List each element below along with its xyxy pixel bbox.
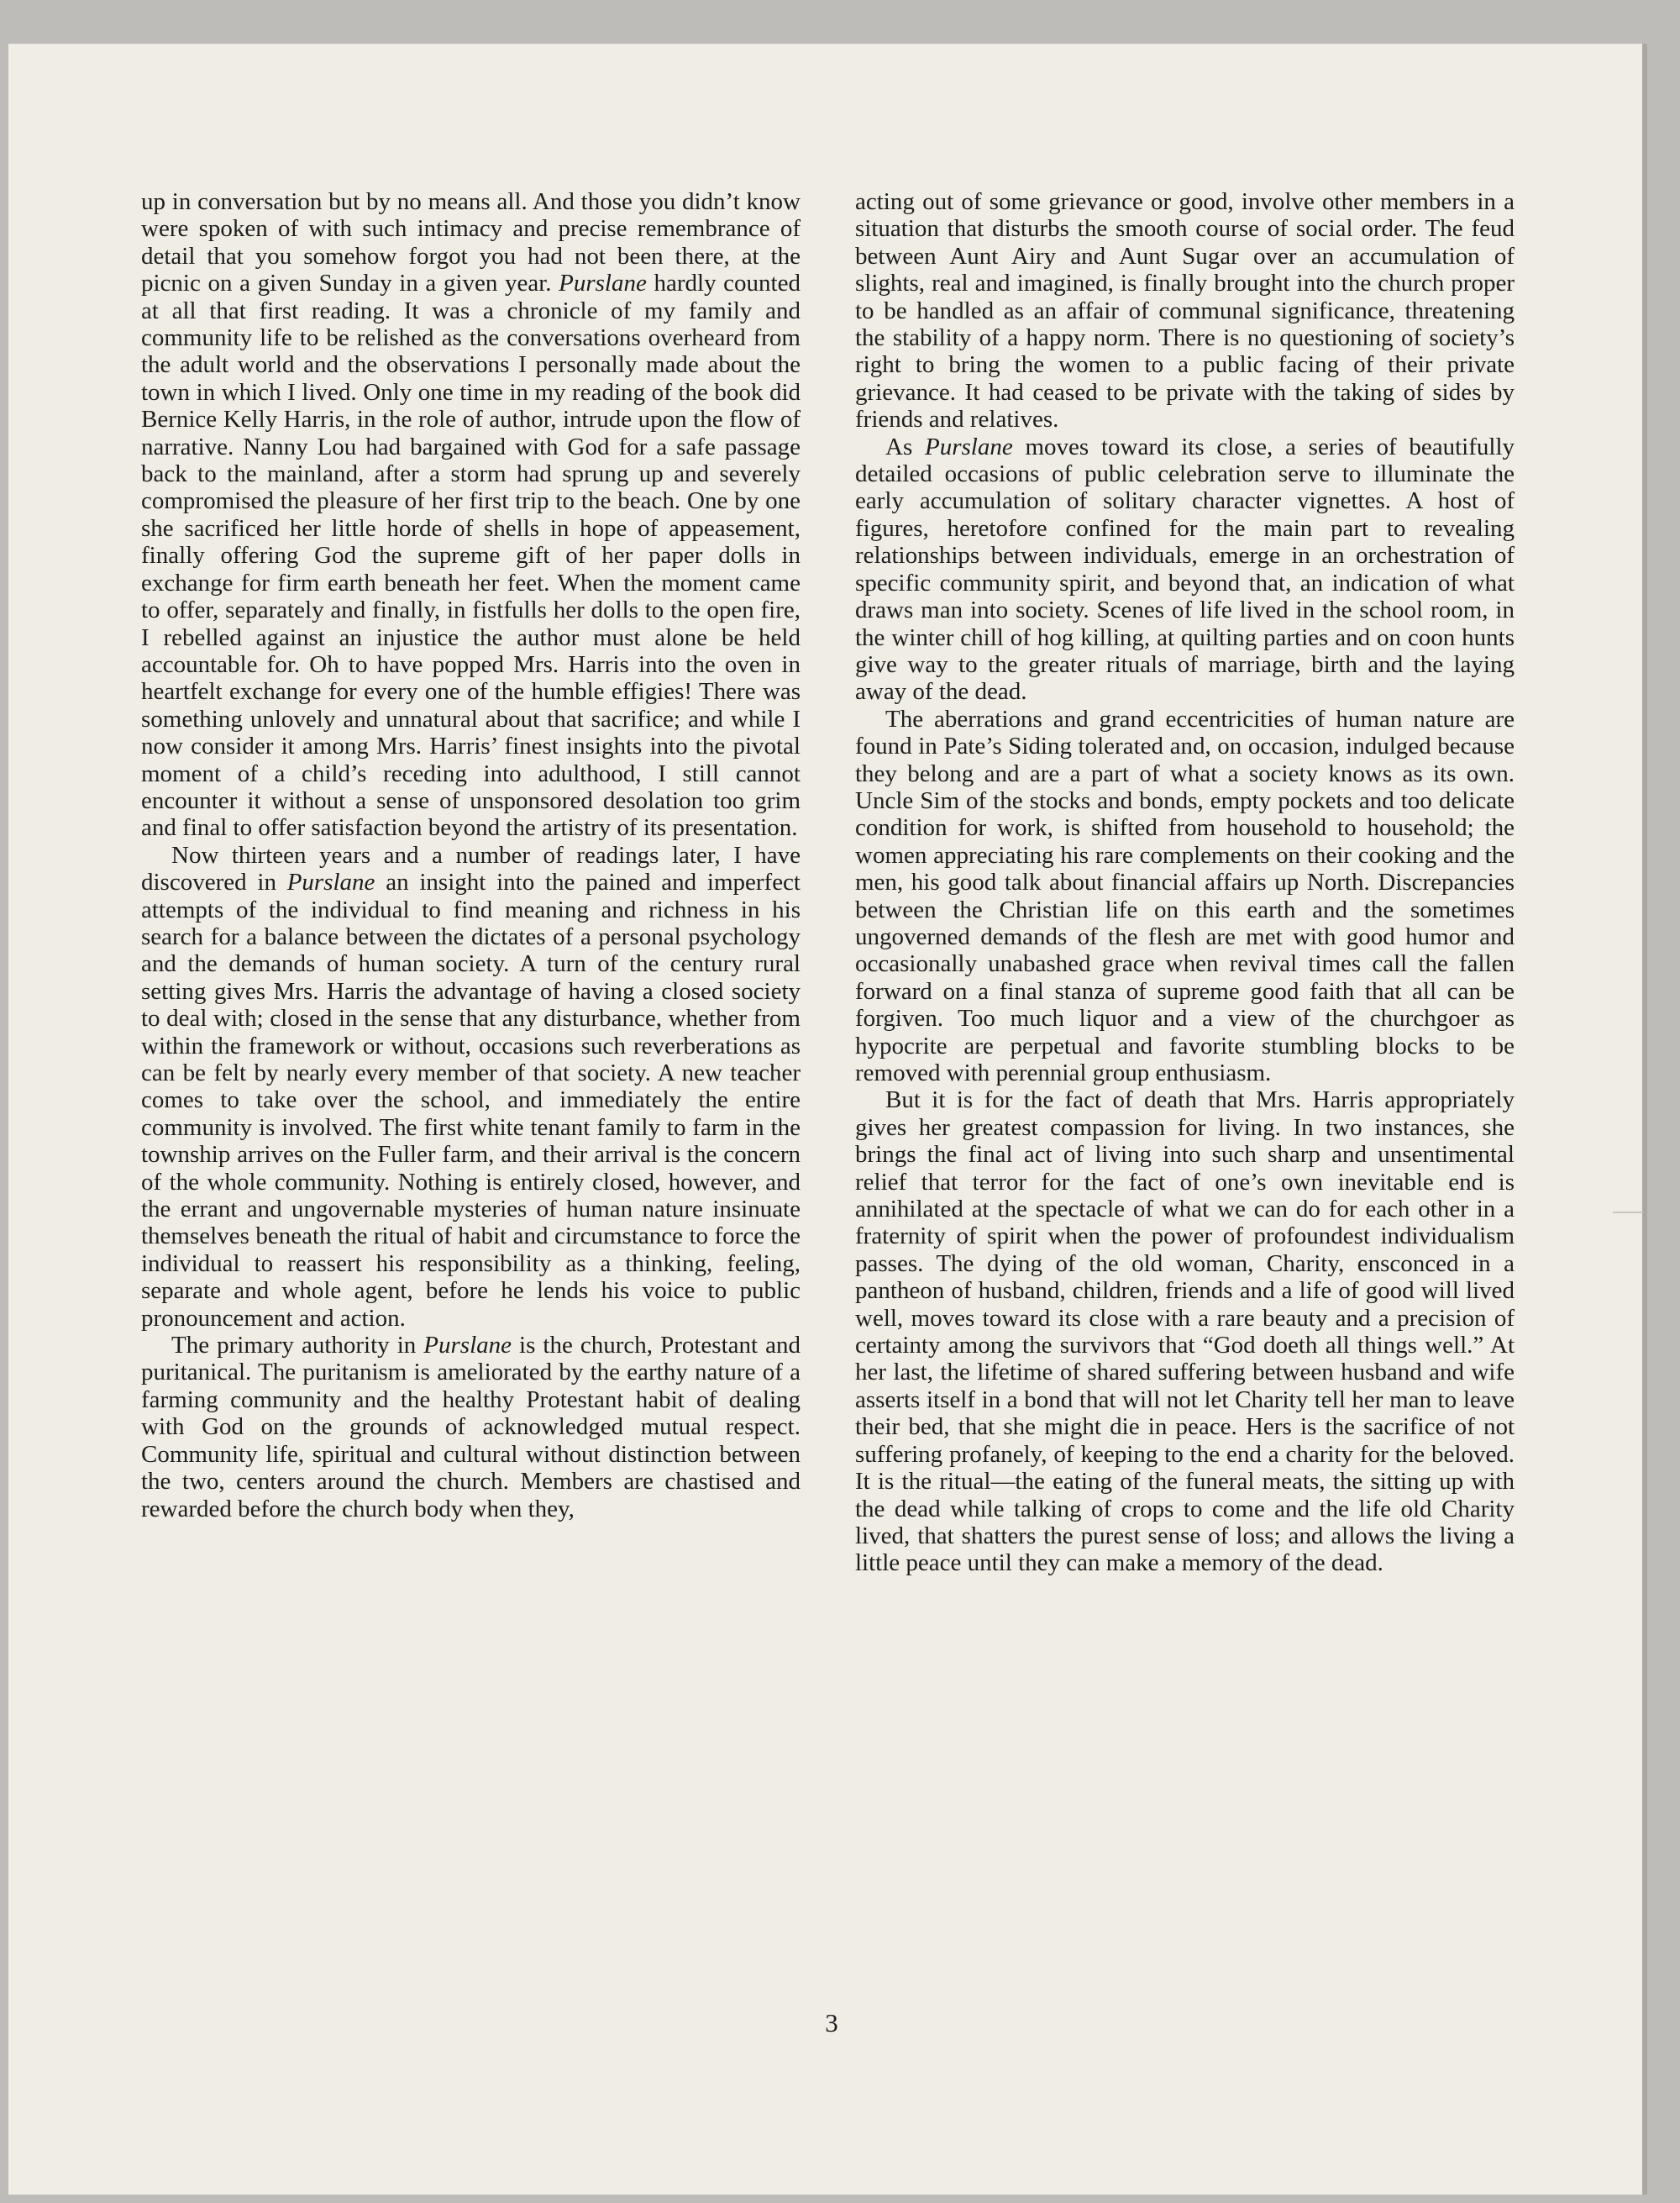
paragraph (855, 434, 1515, 706)
left-column (141, 188, 801, 1522)
text-run: hardly counted at all that first reading. It was a chronicle of my family and community life to be relished as the conversations overheard from the adult world and the observations I personally made about the town in which I lived. Only one time in my reading of the book did Bernice Kelly Harris, in the role of author, intrude upon the flow of narrative. Nanny Lou had bargained with God for a safe passage back to the mainland, after a storm had sprung up and severely compromised the pleasure of her first trip to the beach. One by one she sacrificed her little horde of shells in hope of appeasement, finally offering God the supreme gift of her paper dolls in exchange for firm earth beneath her feet. When the moment came to offer, separately and finally, in fistfulls her dolls to the open fire, I rebelled against an injustice the author must alone be held accountable for. Oh to have popped Mrs. Harris into the oven in heartfelt exchange for every one of the humble effigies! There was something unlovely and unnatural about that sacrifice; and while I now consider it among Mrs. Harris’ finest insights into the pivotal moment of a child’s receding into adulthood, I still cannot encounter it without a sense of unsponsored desolation too grim and final to offer satisfaction beyond the artistry of its presentation. (141, 270, 801, 842)
text-run: is the church, Protestant and puritanical. The puritanism is ameliorated by the earthy nature of a farming community and the healthy Protestant habit of dealing with God on the grounds of acknowledged mutual respect. Community life, spiritual and cultural without distinction between the two, centers around the church. Members are chastised and rewarded before the church body when they, (141, 1332, 801, 1522)
text-run: But it is for the fact of death that Mrs. Harris appropriately gives her greatest compassion for living. In two instances, she brings the final act of living into such sharp and unsentimental relief that terror for the fact of one’s own inevitable end is annihilated at the spectacle of what we can do for each other in a fraternity of spirit when the power of profoundest individualism passes. The dying of the old woman, Charity, ensconced in a pantheon of husband, children, friends and a life of good will lived well, moves toward its close with a rare beauty and a precision of certainty among the survivors that “God doeth all things well.” At her last, the lifetime of shared suffering between husband and wife asserts itself in a bond that will not let Charity tell her man to leave their bed, that she might die in peace. Hers is the sacrifice of not suffering profanely, of keeping to the end a charity for the beloved. It is the ritual—the eating of the funeral meats, the sitting up with the dead while talking of crops to come and the life old Charity lived, that shatters the purest sense of loss; and allows the living a little peace until they can make a memory of the dead. (855, 1086, 1515, 1577)
page-number: 3 (825, 2008, 838, 2037)
paragraph (855, 1086, 1515, 1576)
page-edge-mark (1613, 1212, 1643, 1213)
paragraph (855, 188, 1515, 434)
book-title: Purslane (423, 1332, 512, 1359)
book-title: Purslane (559, 270, 647, 297)
text-run: acting out of some grievance or good, involve other members in a situation that disturbs the smooth course of social order. The feud between Aunt Airy and Aunt Sugar over an accumulation of slights, real and imagined, is finally brought into the church proper to be handled as an affair of communal significance, threatening the stability of a happy norm. There is no questioning of society’s right to bring the women to a public facing of their private grievance. It had ceased to be private with the taking of sides by friends and relatives. (855, 188, 1515, 434)
text-run: Now thirteen years and a number of readings later, I have discovered in (141, 841, 801, 896)
text-run: As (885, 433, 925, 460)
book-title: Purslane (925, 433, 1013, 460)
paragraph (855, 706, 1515, 1087)
paragraph (141, 188, 801, 842)
text-run: The primary authority in (171, 1332, 424, 1359)
text-run: The aberrations and grand eccentricities of human nature are found in Pate’s Siding tolerated and, on occasion, indulged because they belong and are a part of what a society knows as its own. Uncle Sim of the stocks and bonds, empty pockets and too delicate condition for work, is shifted from household to household; the women appreciating his rare complements on their cooking and the men, his good talk about financial affairs up North. Discrepancies between the Christian life on this earth and the sometimes ungoverned demands of the flesh are met with good humor and occasionally unabashed grace when revival times call the fallen forward on a final stanza of supreme good faith that all can be forgiven. Too much liquor and a view of the churchgoer as hypocrite are perpetual and favorite stumbling blocks to be removed with perennial group enthusiasm. (855, 705, 1515, 1086)
text-run: up in conversation but by no means all. And those you didn’t know were spoken of with such intimacy and precise remembrance of detail that you somehow forgot you had not been there, at the picnic on a given Sunday in a given year. (141, 188, 801, 297)
text-run: an insight into the pained and imperfect attempts of the individual to find meaning and richness in his search for a balance between the dictates of a personal psychology and the demands of human society. A turn of the century rural setting gives Mrs. Harris the advantage of having a closed society to deal with; closed in the sense that any disturbance, whether from within the framework or without, occasions such reverberations as can be felt by nearly every member of that society. A new teacher comes to take over the school, and immediately the entire community is involved. The first white tenant family to farm in the township arrives on the Fuller farm, and their arrival is the concern of the whole community. Nothing is entirely closed, however, and the errant and ungovernable mysteries of human nature insinuate themselves beneath the ritual of habit and circumstance to force the individual to reassert his responsibility as a thinking, feeling, separate and whole agent, before he lends his voice to public pronouncement and action. (141, 869, 801, 1332)
text-run: moves toward its close, a series of beautifully detailed occasions of public celebration serve to illuminate the early accumulation of solitary character vignettes. A host of figures, heretofore confined for the main part to revealing relationships between individuals, emerge in an orchestration of specific community spirit, and beyond that, an indication of what draws man into society. Scenes of life lived in the school room, in the winter chill of hog killing, at quilting parties and on coon hunts give way to the greater rituals of marriage, birth and the laying away of the dead. (855, 433, 1515, 706)
paragraph (141, 1332, 801, 1522)
book-title: Purslane (286, 869, 375, 896)
paragraph (141, 842, 801, 1332)
page-edge (1642, 44, 1647, 2195)
right-column (855, 188, 1515, 1577)
